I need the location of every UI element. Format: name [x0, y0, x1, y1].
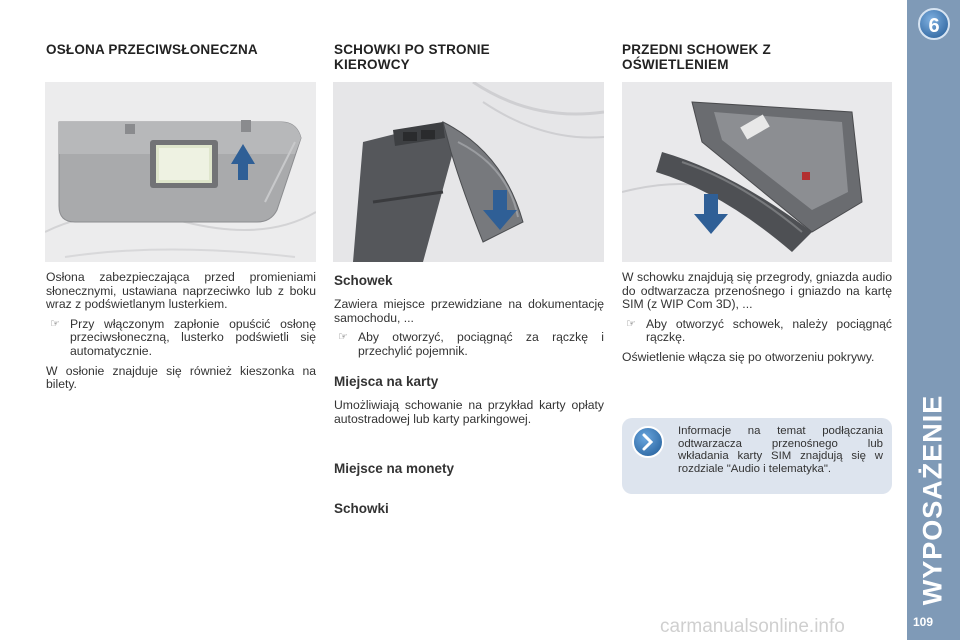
driver-storage-image: [333, 82, 604, 262]
glove-box-text: [622, 271, 892, 371]
hand-pointer-icon: ☞: [626, 317, 636, 330]
card-holder-text: [334, 399, 604, 432]
storage-bullet-text: Aby otworzyć, pociągnąć za rączkę i przechylić pojemnik.: [358, 330, 604, 358]
glove-box-bullet: [622, 318, 892, 345]
hand-pointer-icon: ☞: [338, 331, 348, 344]
glove-box-outro: Oświetlenie włącza się po otworzeniu pokrywy.: [622, 349, 875, 364]
heading-driver-storage: SCHOWKI PO STRONIE KIEROWCY: [334, 42, 490, 72]
info-box: [622, 418, 892, 494]
storage-text: [334, 298, 604, 364]
glove-box-bullet-text: Aby otworzyć schowek, należy pociągnąć rączkę.: [646, 316, 892, 345]
section-title: WYPOSAŻENIE: [917, 394, 948, 606]
watermark: carmanualsonline.info: [660, 616, 845, 637]
info-text: Informacje na temat podłączania odtwarzacza przenośnego lub wkładania karty SIM znajdują się w rozdziale "Audio i telematyka".: [678, 425, 883, 476]
card-holder-description: Umożliwiają schowanie na przykład karty opłaty autostradowej lub karty parkingowej.: [334, 398, 604, 426]
coin-holder-title: Miejsce na monety: [334, 461, 455, 476]
compartments-title: Schowki: [334, 501, 389, 516]
storage-title: Schowek: [334, 273, 393, 288]
card-holder-title: Miejsca na karty: [334, 374, 439, 389]
sun-visor-intro: Osłona zabezpieczająca przed promieniami słonecznymi, ustawiana naprzeciwko lub z boku wraz z podświetlanym lusterkiem.: [46, 270, 316, 312]
sun-visor-text: [46, 271, 316, 398]
glove-box-image: [622, 82, 892, 262]
chapter-number-badge: 6: [918, 8, 950, 40]
sun-visor-bullet-text: Przy włączonym zapłonie opuścić osłonę przeciwsłoneczną, lusterko podświetli się automatycznie.: [70, 316, 316, 358]
glove-box-intro: W schowku znajdują się przegrody, gniazda audio do odtwarzacza przenośnego i gniazdo na kartę SIM (z WIP Com 3D), ...: [622, 270, 892, 312]
heading-glove-box: PRZEDNI SCHOWEK Z OŚWIETLENIEM: [622, 42, 771, 72]
sun-visor-image: [45, 82, 316, 262]
sun-visor-bullet: [46, 318, 316, 359]
heading-sun-visor: OSŁONA PRZECIWSŁONECZNA: [46, 42, 258, 57]
storage-bullet: [334, 331, 604, 358]
storage-intro: Zawiera miejsce przewidziane na dokumentację samochodu, ...: [334, 297, 604, 325]
chevron-right-icon: [632, 426, 664, 458]
page-number: 109: [913, 615, 934, 629]
hand-pointer-icon: ☞: [50, 317, 60, 330]
sun-visor-outro: W osłonie znajduje się również kieszonka na bilety.: [46, 363, 316, 392]
